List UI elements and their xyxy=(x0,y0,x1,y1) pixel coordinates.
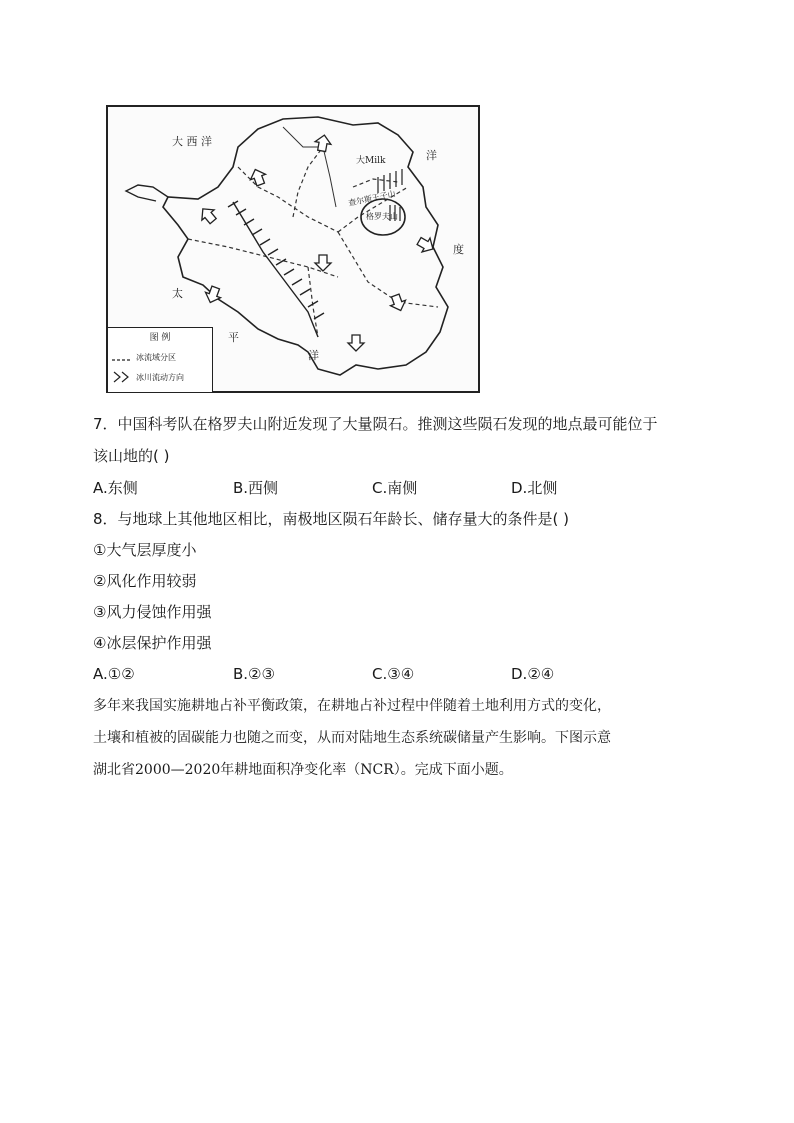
flow-arrow-3 xyxy=(314,134,333,153)
q8-item-4: ④冰层保护作用强 xyxy=(93,634,212,652)
q8-item-1: ①大气层厚度小 xyxy=(93,541,197,559)
legend-arrow-symbol xyxy=(112,370,132,384)
passage-line1: 多年来我国实施耕地占补平衡政策，在耕地占补过程中伴随着土地利用方式的变化， xyxy=(93,698,611,714)
q7-option-b: B.西侧 xyxy=(233,479,279,497)
map-legend xyxy=(108,327,213,392)
q8-option-a: A.①② xyxy=(93,665,135,683)
label-pacific-2: 平 xyxy=(228,331,239,344)
q7-option-d: D.北侧 xyxy=(511,479,558,497)
q8-item-3: ③风力侵蚀作用强 xyxy=(93,603,212,621)
passage-line3: 湖北省2000—2020年耕地面积净变化率（NCR）。完成下面小题。 xyxy=(93,762,513,778)
label-mountain-2: 查尔斯王子山 xyxy=(347,189,397,208)
ice-divide-1 xyxy=(323,147,336,207)
label-ocean-top-right: 洋 xyxy=(426,149,437,162)
q7-stem-line1: 7．中国科考队在格罗夫山附近发现了大量陨石。推测这些陨石发现的地点最可能位于 xyxy=(93,415,658,433)
basin-line-7 xyxy=(293,147,323,217)
label-indian: 度 xyxy=(453,243,464,256)
mountain-chain xyxy=(233,202,318,337)
flow-arrow-1 xyxy=(248,167,269,188)
passage-line2: 土壤和植被的固碳能力也随之而变，从而对陆地生态系统碳储量产生影响。下图示意 xyxy=(93,730,611,746)
basin-line-4 xyxy=(188,239,338,277)
q8-item-2: ②风化作用较弱 xyxy=(93,572,197,590)
legend-title: 图 例 xyxy=(149,333,171,343)
legend-dash-symbol xyxy=(112,356,132,364)
q8-option-b: B.②③ xyxy=(233,665,275,683)
q7-option-c: C.南侧 xyxy=(372,479,418,497)
ice-divide-2 xyxy=(283,127,323,147)
label-mountain-1: 大Milk xyxy=(356,156,386,166)
q8-option-c: C.③④ xyxy=(372,665,415,683)
q8-option-d: D.②④ xyxy=(511,665,555,683)
basin-line-6 xyxy=(353,179,398,187)
q7-option-a: A.东侧 xyxy=(93,479,138,497)
flow-arrow-2 xyxy=(197,204,220,227)
label-pacific: 太 xyxy=(172,287,183,300)
legend-row-flow: 冰川流动方向 xyxy=(136,373,184,382)
q7-stem-line2: 该山地的( ) xyxy=(93,447,170,465)
flow-arrow-4 xyxy=(315,255,331,271)
flow-arrow-7 xyxy=(348,335,364,351)
label-atlantic: 大 西 洋 xyxy=(172,135,212,148)
q8-stem: 8．与地球上其他地区相比，南极地区陨石年龄长、储存量大的条件是( ) xyxy=(93,510,570,528)
peninsula-outline xyxy=(126,185,168,201)
legend-row-basin: 冰流域分区 xyxy=(136,353,176,362)
antarctica-map xyxy=(106,105,480,393)
label-ocean-bottom: 洋 xyxy=(308,349,319,362)
label-grove: 格罗夫山 xyxy=(366,212,398,221)
